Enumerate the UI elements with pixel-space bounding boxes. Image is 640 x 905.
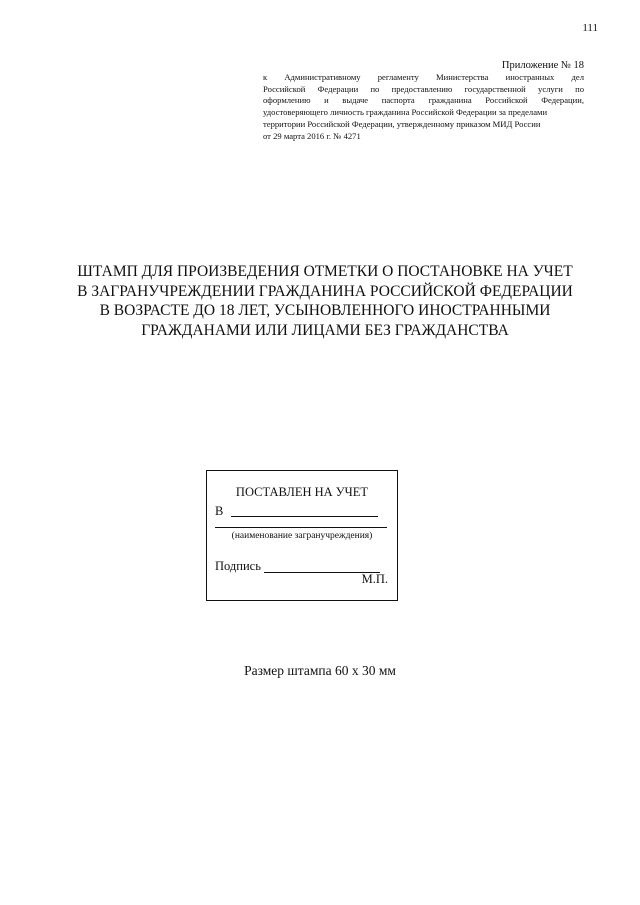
- appendix-title: Приложение № 18: [501, 60, 584, 71]
- appendix-line: оформлению и выдаче паспорта гражданина Российской Федерации,: [263, 95, 584, 106]
- stamp-size-note: Размер штампа 60 х 30 мм: [244, 663, 396, 678]
- appendix-line: Российской Федерации по предоставлению государственной услуги по: [263, 83, 584, 94]
- page-number: 111: [582, 22, 598, 34]
- appendix-line: удостоверяющего личность гражданина Российской Федерации за пределами: [263, 107, 548, 118]
- appendix-line: территории Российской Федерации, утвержденному приказом МИД России: [263, 118, 541, 129]
- stamp-caption: (наименование загранучреждения): [231, 531, 373, 541]
- stamp-heading: ПОСТАВЛЕН НА УЧЕТ: [235, 485, 369, 499]
- appendix-body: [263, 72, 584, 142]
- document-title-line: В ВОЗРАСТЕ ДО 18 ЛЕТ, УСЫНОВЛЕННОГО ИНОСТРАННЫМИ: [99, 302, 551, 319]
- appendix-line: от 29 марта 2016 г. № 4271: [263, 130, 361, 141]
- document-title-line: ГРАЖДАНАМИ ИЛИ ЛИЦАМИ БЕЗ ГРАЖДАНСТВА: [141, 321, 509, 339]
- document-title-line: ШТАМП ДЛЯ ПРОИЗВЕДЕНИЯ ОТМЕТКИ О ПОСТАНОВКЕ НА УЧЕТ: [77, 263, 573, 280]
- stamp-in-label: В: [215, 504, 224, 518]
- document-title-line: В ЗАГРАНУЧРЕЖДЕНИИ ГРАЖДАНИНА РОССИЙСКОЙ ФЕДЕРАЦИИ: [77, 282, 573, 300]
- stamp-institution-line-2: [215, 527, 387, 528]
- stamp-seal-label: М.П.: [361, 572, 388, 586]
- stamp-signature-label: Подпись: [215, 559, 261, 573]
- appendix-line: к Административному регламенту Министерства иностранных дел: [263, 72, 584, 82]
- stamp-box: [206, 470, 398, 601]
- stamp-institution-line: [231, 516, 378, 517]
- document-title: [60, 262, 590, 340]
